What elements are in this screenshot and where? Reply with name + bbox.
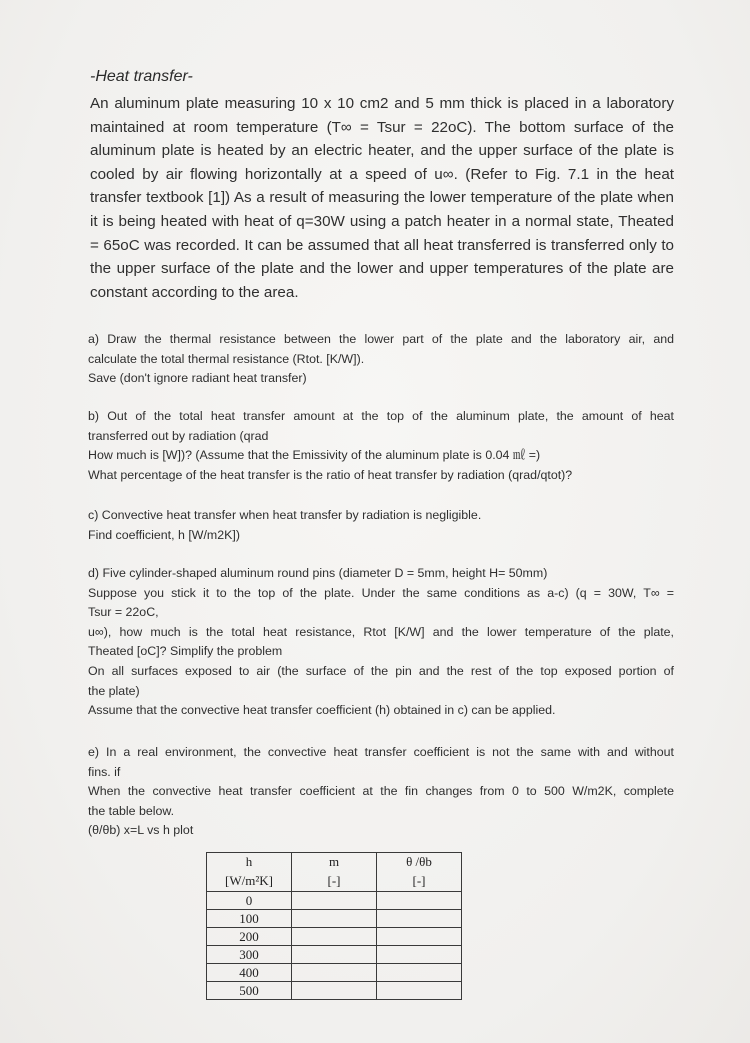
question-e-line-3: When the convective heat transfer coefficient at the fin changes from 0 to 500 W/m2K, complete: [88, 784, 674, 799]
m-value-cell: [292, 946, 377, 964]
question-d-line-2: Suppose you stick it to the top of the plate. Under the same conditions as a-c) (q = 30W, T∞ =: [88, 585, 674, 600]
question-e-line-5: (θ/θb) x=L vs h plot: [88, 823, 194, 838]
h-value-cell: 100: [207, 910, 292, 928]
table-row: [207, 892, 462, 910]
m-value-cell: [292, 982, 377, 1000]
question-b: [88, 407, 674, 485]
m-value-cell: [292, 892, 377, 910]
question-d-line-8: Assume that the convective heat transfer coefficient (h) obtained in c) can be applied.: [88, 703, 556, 718]
table-row: [207, 964, 462, 982]
question-a-line-3: Save (don't ignore radiant heat transfer): [88, 371, 307, 386]
question-c: [88, 506, 674, 545]
question-d-line-3: Tsur = 22oC,: [88, 605, 159, 620]
h-value-cell: 400: [207, 964, 292, 982]
theta-ratio-cell: [377, 982, 462, 1000]
question-b-line-2: transferred out by radiation (qrad: [88, 428, 269, 443]
m-value-cell: [292, 964, 377, 982]
question-c-line-2: Find coefficient, h [W/m2K]): [88, 527, 240, 542]
question-e-line-2: fins. if: [88, 764, 121, 779]
question-e-line-1: e) In a real environment, the convective heat transfer coefficient is not the same with and without: [88, 745, 674, 759]
theta-ratio-cell: [377, 910, 462, 928]
theta-ratio-cell: [377, 946, 462, 964]
problem-statement: An aluminum plate measuring 10 x 10 cm2 and 5 mm thick is placed in a laboratory maintained at room temperature (T∞ = Tsur = 22oC). The bottom surface of the aluminum plate is heated by an electric heater, and the upper surface of the plate is cooled by air flowing horizontally at a speed of u∞. (Refer to Fig. 7.1 in the heat transfer textbook [1]) As a result of measuring the lower temperature of the plate when it is being heated with heat of q=30W using a patch heater in a normal state, Theated = 65oC was recorded. It can be assumed that all heat transferred is transferred only to the upper surface of the plate and the lower and upper temperatures of the plate are constant according to the area.: [90, 95, 674, 301]
header-m-unit: [-]: [292, 871, 377, 892]
question-a-line-1: a) Draw the thermal resistance between the lower part of the plate and the laboratory air, and: [88, 332, 674, 346]
h-value-cell: 500: [207, 982, 292, 1000]
question-c-line-1: c) Convective heat transfer when heat transfer by radiation is negligible.: [88, 508, 482, 522]
fin-results-table: [206, 852, 462, 1000]
header-h-unit: [W/m²K]: [207, 871, 292, 892]
h-value-cell: 200: [207, 928, 292, 946]
theta-ratio-cell: [377, 892, 462, 910]
question-d: [88, 564, 674, 721]
table-row: [207, 910, 462, 928]
h-value-cell: 300: [207, 946, 292, 964]
question-e: [88, 743, 674, 841]
m-value-cell: [292, 910, 377, 928]
question-d-line-6: On all surfaces exposed to air (the surface of the pin and the rest of the top exposed portion of: [88, 663, 674, 678]
question-b-line-4: What percentage of the heat transfer is the ratio of heat transfer by radiation (qrad/qtot)?: [88, 467, 573, 482]
header-m: m: [292, 853, 377, 872]
header-h: h: [207, 853, 292, 872]
question-b-line-1: b) Out of the total heat transfer amount at the top of the aluminum plate, the amount of heat: [88, 409, 674, 423]
question-d-line-1: d) Five cylinder-shaped aluminum round pins (diameter D = 5mm, height H= 50mm): [88, 566, 548, 580]
question-e-line-4: the table below.: [88, 803, 175, 818]
table-row: [207, 928, 462, 946]
question-d-line-7: the plate): [88, 683, 140, 698]
header-theta-ratio: θ /θb: [377, 853, 462, 872]
h-value-cell: 0: [207, 892, 292, 910]
question-d-line-4: u∞), how much is the total heat resistance, Rtot [K/W] and the lower temperature of the plate,: [88, 624, 674, 639]
m-value-cell: [292, 928, 377, 946]
question-b-line-3: How much is [W])? (Assume that the Emissivity of the aluminum plate is 0.04 ㎖ =): [88, 448, 541, 463]
question-d-line-5: Theated [oC]? Simplify the problem: [88, 644, 283, 659]
table-row: [207, 982, 462, 1000]
header-theta-ratio-unit: [-]: [377, 871, 462, 892]
theta-ratio-cell: [377, 964, 462, 982]
theta-ratio-cell: [377, 928, 462, 946]
heading-heat-transfer: -Heat transfer-: [90, 68, 193, 85]
question-a-line-2: calculate the total thermal resistance (Rtot. [K/W]).: [88, 351, 365, 366]
question-a: [88, 330, 674, 389]
table-row: [207, 946, 462, 964]
